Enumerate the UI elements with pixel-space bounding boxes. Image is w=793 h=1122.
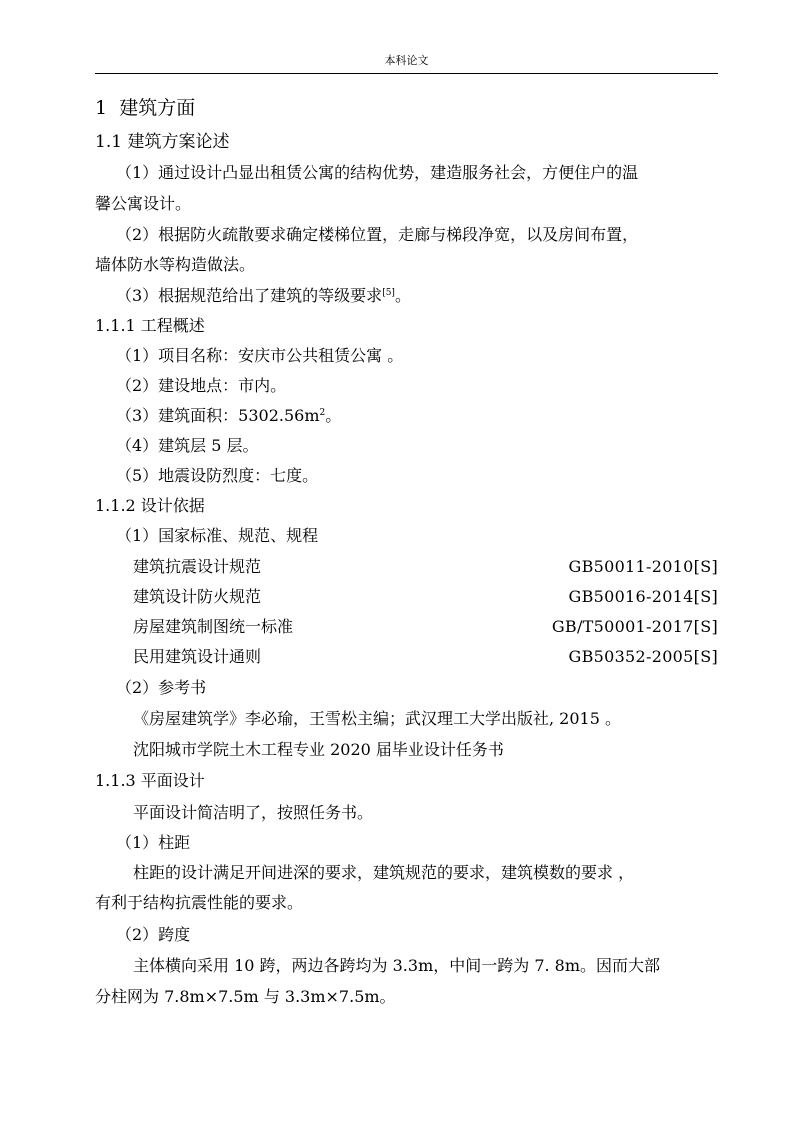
paragraph-3-end: 。 xyxy=(394,286,411,305)
section-heading-1-1-3: 1.1.3 平面设计 xyxy=(95,771,205,790)
seismic-intensity-item: （5）地震设防烈度：七度。 xyxy=(116,466,319,485)
project-floors-item: （4）建筑层 5 层。 xyxy=(116,436,259,455)
paragraph-1-line-2: 馨公寓设计。 xyxy=(95,194,192,213)
standard-name: 房屋建筑制图统一标准 xyxy=(133,617,294,636)
paragraph-2-line-1: （2）根据防火疏散要求确定楼梯位置，走廊与梯段净宽，以及房间布置， xyxy=(116,225,639,244)
header-rule xyxy=(95,73,718,74)
span-line-1: 主体横向采用 10 跨，两边各跨均为 3.3m，中间一跨为 7. 8m。因而大部 xyxy=(133,956,661,975)
standard-name: 民用建筑设计通则 xyxy=(133,647,262,666)
paragraph-3-text: （3）根据规范给出了建筑的等级要求 xyxy=(116,286,383,305)
reference-book: 《房屋建筑学》李必瑜，王雪松主编；武汉理工大学出版社, 2015 。 xyxy=(133,709,621,728)
section-heading-1-1-1: 1.1.1 工程概述 xyxy=(95,316,205,335)
project-location-item: （2）建设地点：市内。 xyxy=(116,376,287,395)
project-area-end: 。 xyxy=(325,406,342,425)
standard-code: GB50352-2005[S] xyxy=(568,647,718,666)
span-line-2: 分柱网为 7.8m×7.5m 与 3.3m×7.5m。 xyxy=(95,987,396,1006)
plan-design-intro: 平面设计简洁明了，按照任务书。 xyxy=(133,803,374,822)
standard-name: 建筑设计防火规范 xyxy=(133,587,262,606)
reference-subheading: （2）参考书 xyxy=(116,678,207,697)
project-name-item: （1）项目名称：安庆市公共租赁公寓 。 xyxy=(116,346,404,365)
reference-task-book: 沈阳城市学院土木工程专业 2020 届毕业设计任务书 xyxy=(133,740,504,759)
standards-subheading: （1）国家标准、规范、规程 xyxy=(116,526,319,545)
running-header: 本科论文 xyxy=(384,54,429,67)
column-spacing-subheading: （1）柱距 xyxy=(116,833,191,852)
standard-code: GB/T50001-2017[S] xyxy=(551,617,718,636)
span-subheading: （2）跨度 xyxy=(116,925,191,944)
standard-code: GB50011-2010[S] xyxy=(568,557,718,576)
project-area-text: （3）建筑面积：5302.56m xyxy=(116,406,320,425)
citation-mark: [5] xyxy=(382,288,395,298)
standard-code: GB50016-2014[S] xyxy=(568,587,718,606)
column-spacing-line-2: 有利于结构抗震性能的要求。 xyxy=(95,893,304,912)
area-unit-superscript: 2 xyxy=(319,408,326,418)
paragraph-2-line-2: 墙体防水等构造做法。 xyxy=(95,255,256,274)
paragraph-1-line-1: （1）通过设计凸显出租赁公寓的结构优势，建造服务社会，方便住户的温 xyxy=(116,163,639,182)
project-area-item xyxy=(116,406,718,426)
column-spacing-line-1: 柱距的设计满足开间进深的要求，建筑规范的要求，建筑模数的要求 ， xyxy=(133,863,635,882)
paragraph-3 xyxy=(116,286,718,306)
chapter-heading xyxy=(95,96,718,120)
section-heading-1-1-2: 1.1.2 设计依据 xyxy=(95,496,205,515)
section-heading-1-1: 1.1 建筑方案论述 xyxy=(95,132,230,152)
chapter-number: 1 xyxy=(95,97,108,119)
standard-name: 建筑抗震设计规范 xyxy=(133,557,262,576)
chapter-title: 建筑方面 xyxy=(119,97,196,119)
